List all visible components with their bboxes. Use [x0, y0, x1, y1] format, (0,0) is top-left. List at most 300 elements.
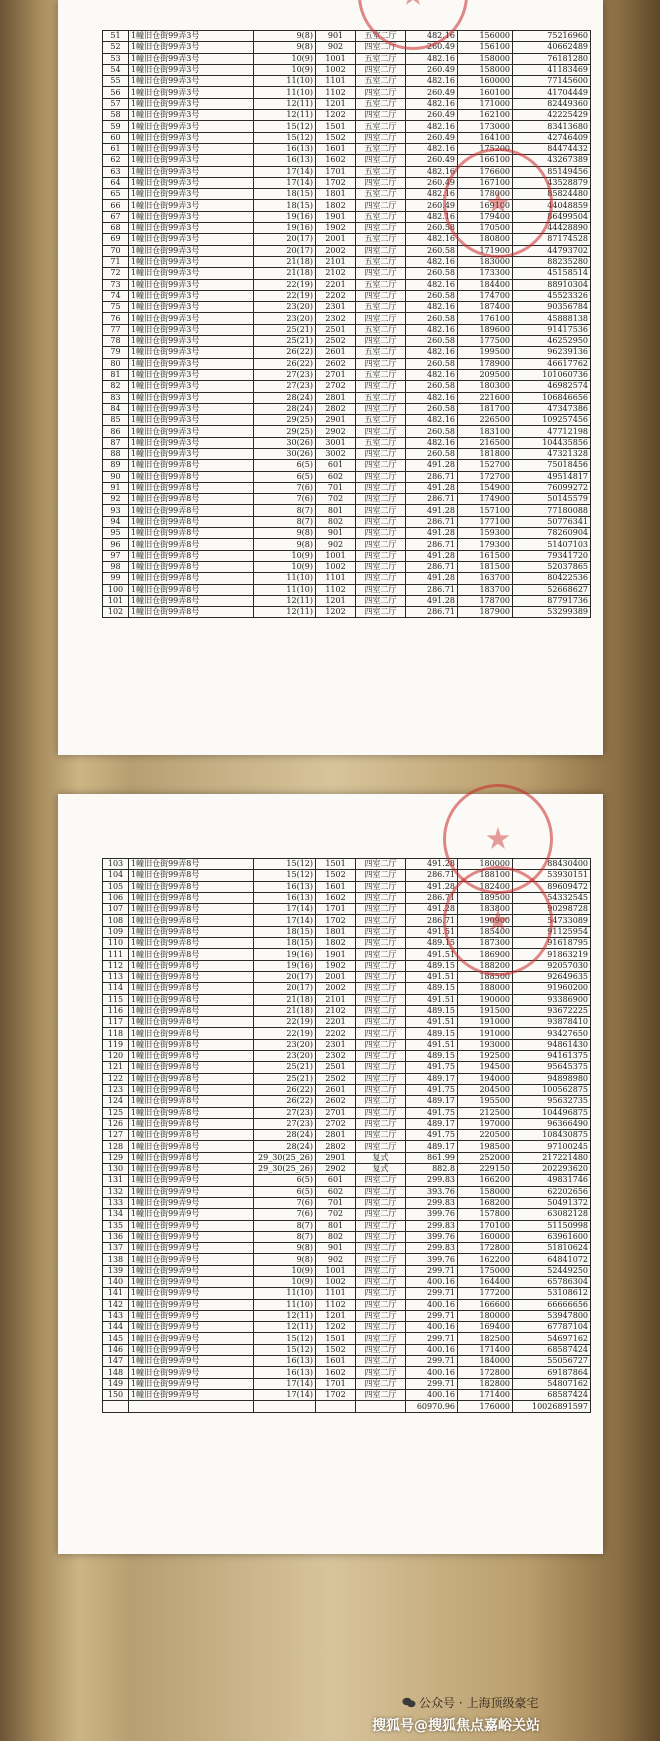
building-address-cell: 1幢旧仓街99弄3号	[129, 313, 254, 324]
total-price-cell: 96239136	[513, 347, 591, 358]
table-row	[103, 561, 591, 572]
building-address-cell: 1幢旧仓街99弄3号	[129, 403, 254, 414]
area-cell: 400.16	[406, 1367, 458, 1378]
row-number-cell: 117	[103, 1017, 129, 1028]
unit-price-cell: 194000	[458, 1073, 513, 1084]
unit-price-cell: 220500	[458, 1130, 513, 1141]
building-address-cell: 1幢旧仓街99弄9号	[129, 1333, 254, 1344]
row-number-cell: 61	[103, 143, 129, 154]
table-row	[103, 347, 591, 358]
area-cell: 260.49	[406, 42, 458, 53]
floor-cell: 6(5)	[254, 1186, 316, 1197]
floor-cell: 27(23)	[254, 1107, 316, 1118]
room-number-cell: 2802	[316, 403, 356, 414]
room-number-cell: 2702	[316, 381, 356, 392]
floor-cell: 10(9)	[254, 64, 316, 75]
floor-cell: 16(13)	[254, 1356, 316, 1367]
total-price-cell: 91618795	[513, 938, 591, 949]
floor-cell: 25(21)	[254, 324, 316, 335]
layout-cell: 四室二厅	[356, 949, 406, 960]
table-row	[103, 336, 591, 347]
floor-cell: 19(16)	[254, 949, 316, 960]
room-number-cell: 3002	[316, 448, 356, 459]
table-row	[103, 573, 591, 584]
row-number-cell: 111	[103, 949, 129, 960]
total-price-cell: 97100245	[513, 1141, 591, 1152]
layout-cell: 四室二厅	[356, 358, 406, 369]
floor-cell: 11(10)	[254, 573, 316, 584]
building-address-cell: 1幢旧仓街99弄8号	[129, 1062, 254, 1073]
empty-cell	[316, 1401, 356, 1413]
total-price-cell: 69187864	[513, 1367, 591, 1378]
total-price-cell: 51407103	[513, 539, 591, 550]
floor-cell: 26(22)	[254, 347, 316, 358]
unit-price-cell: 170100	[458, 1220, 513, 1231]
room-number-cell: 1901	[316, 211, 356, 222]
area-cell: 482.16	[406, 437, 458, 448]
layout-cell: 四室二厅	[356, 516, 406, 527]
building-address-cell: 1幢旧仓街99弄8号	[129, 994, 254, 1005]
building-address-cell: 1幢旧仓街99弄3号	[129, 381, 254, 392]
unit-price-cell: 182500	[458, 1333, 513, 1344]
layout-cell: 四室二厅	[356, 471, 406, 482]
room-number-cell: 1001	[316, 1265, 356, 1276]
row-number-cell: 88	[103, 448, 129, 459]
total-price-cell: 50145579	[513, 494, 591, 505]
unit-price-cell: 173000	[458, 121, 513, 132]
layout-cell: 四室二厅	[356, 505, 406, 516]
area-cell: 491.28	[406, 550, 458, 561]
floor-cell: 29_30(25_26)	[254, 1152, 316, 1163]
total-price-cell: 50491372	[513, 1197, 591, 1208]
room-number-cell: 601	[316, 460, 356, 471]
building-address-cell: 1幢旧仓街99弄8号	[129, 494, 254, 505]
building-address-cell: 1幢旧仓街99弄3号	[129, 155, 254, 166]
building-address-cell: 1幢旧仓街99弄8号	[129, 1005, 254, 1016]
layout-cell: 四室二厅	[356, 1220, 406, 1231]
room-number-cell: 1201	[316, 1310, 356, 1321]
row-number-cell: 130	[103, 1164, 129, 1175]
row-number-cell: 129	[103, 1152, 129, 1163]
building-address-cell: 1幢旧仓街99弄8号	[129, 573, 254, 584]
unit-price-cell: 178900	[458, 358, 513, 369]
table-row	[103, 1062, 591, 1073]
area-cell: 286.71	[406, 561, 458, 572]
row-number-cell: 149	[103, 1378, 129, 1389]
building-address-cell: 1幢旧仓街99弄3号	[129, 200, 254, 211]
floor-cell: 8(7)	[254, 1220, 316, 1231]
building-address-cell: 1幢旧仓街99弄8号	[129, 960, 254, 971]
unit-price-cell: 177500	[458, 336, 513, 347]
area-cell: 260.49	[406, 132, 458, 143]
building-address-cell: 1幢旧仓街99弄3号	[129, 31, 254, 42]
total-area-cell: 60970.96	[406, 1401, 458, 1413]
unit-price-cell: 177100	[458, 516, 513, 527]
room-number-cell: 1501	[316, 121, 356, 132]
unit-price-cell: 162200	[458, 1254, 513, 1265]
price-list-page-1	[58, 0, 603, 755]
building-address-cell: 1幢旧仓街99弄8号	[129, 1028, 254, 1039]
table-row	[103, 1378, 591, 1389]
table-row	[103, 1254, 591, 1265]
room-number-cell: 2001	[316, 234, 356, 245]
building-address-cell: 1幢旧仓街99弄3号	[129, 98, 254, 109]
area-cell: 299.71	[406, 1333, 458, 1344]
row-number-cell: 66	[103, 200, 129, 211]
layout-cell: 四室二厅	[356, 1344, 406, 1355]
row-number-cell: 52	[103, 42, 129, 53]
building-address-cell: 1幢旧仓街99弄8号	[129, 1096, 254, 1107]
total-price-cell: 46252950	[513, 336, 591, 347]
area-cell: 861.99	[406, 1152, 458, 1163]
floor-cell: 26(22)	[254, 1084, 316, 1095]
floor-cell: 16(13)	[254, 155, 316, 166]
total-price-cell: 44428890	[513, 223, 591, 234]
row-number-cell: 71	[103, 256, 129, 267]
row-number-cell: 98	[103, 561, 129, 572]
floor-cell: 19(16)	[254, 223, 316, 234]
floor-cell: 7(6)	[254, 1209, 316, 1220]
room-number-cell: 1202	[316, 607, 356, 618]
area-cell: 482.16	[406, 211, 458, 222]
area-cell: 489.15	[406, 1051, 458, 1062]
unit-price-cell: 186900	[458, 949, 513, 960]
building-address-cell: 1幢旧仓街99弄8号	[129, 915, 254, 926]
building-address-cell: 1幢旧仓街99弄8号	[129, 595, 254, 606]
layout-cell: 四室二厅	[356, 926, 406, 937]
room-number-cell: 2101	[316, 256, 356, 267]
floor-cell: 15(12)	[254, 1344, 316, 1355]
layout-cell: 四室二厅	[356, 381, 406, 392]
unit-price-cell: 169400	[458, 1322, 513, 1333]
layout-cell: 四室二厅	[356, 1288, 406, 1299]
total-price-cell: 93672225	[513, 1005, 591, 1016]
area-cell: 491.28	[406, 859, 458, 870]
room-number-cell: 1202	[316, 1322, 356, 1333]
row-number-cell: 136	[103, 1231, 129, 1242]
layout-cell: 四室二厅	[356, 1310, 406, 1321]
layout-cell: 四室二厅	[356, 1017, 406, 1028]
layout-cell: 四室二厅	[356, 1028, 406, 1039]
unit-price-cell: 172700	[458, 471, 513, 482]
row-number-cell: 85	[103, 415, 129, 426]
layout-cell: 四室二厅	[356, 110, 406, 121]
room-number-cell: 2502	[316, 1073, 356, 1084]
total-price-cell: 53930151	[513, 870, 591, 881]
room-number-cell: 1802	[316, 200, 356, 211]
floor-cell: 11(10)	[254, 76, 316, 87]
total-price-cell: 41183469	[513, 64, 591, 75]
floor-cell: 23(20)	[254, 302, 316, 313]
room-number-cell: 901	[316, 1243, 356, 1254]
layout-cell: 复式	[356, 1152, 406, 1163]
layout-cell: 四室二厅	[356, 1299, 406, 1310]
room-number-cell: 1601	[316, 1356, 356, 1367]
room-number-cell: 1702	[316, 1389, 356, 1400]
total-price-cell: 82449360	[513, 98, 591, 109]
area-cell: 491.51	[406, 971, 458, 982]
room-number-cell: 2001	[316, 971, 356, 982]
area-cell: 299.83	[406, 1220, 458, 1231]
row-number-cell: 150	[103, 1389, 129, 1400]
layout-cell: 五室二厅	[356, 279, 406, 290]
area-cell: 491.51	[406, 926, 458, 937]
room-number-cell: 1502	[316, 1344, 356, 1355]
building-address-cell: 1幢旧仓街99弄8号	[129, 983, 254, 994]
building-address-cell: 1幢旧仓街99弄9号	[129, 1265, 254, 1276]
row-number-cell: 65	[103, 189, 129, 200]
total-price-cell: 90356784	[513, 302, 591, 313]
floor-cell: 17(14)	[254, 1378, 316, 1389]
area-cell: 260.49	[406, 87, 458, 98]
total-price-cell: 91417536	[513, 324, 591, 335]
area-cell: 489.17	[406, 1141, 458, 1152]
total-price-cell: 94161375	[513, 1051, 591, 1062]
building-address-cell: 1幢旧仓街99弄3号	[129, 426, 254, 437]
room-number-cell: 2601	[316, 1084, 356, 1095]
floor-cell: 28(24)	[254, 392, 316, 403]
unit-price-cell: 190000	[458, 994, 513, 1005]
table-row	[103, 607, 591, 618]
layout-cell: 四室二厅	[356, 1062, 406, 1073]
table-row	[103, 437, 591, 448]
total-price-cell: 92649635	[513, 971, 591, 982]
unit-price-cell: 183100	[458, 426, 513, 437]
building-address-cell: 1幢旧仓街99弄9号	[129, 1254, 254, 1265]
table-row	[103, 403, 591, 414]
unit-price-cell: 157800	[458, 1209, 513, 1220]
floor-cell: 10(9)	[254, 561, 316, 572]
table-row	[103, 1220, 591, 1231]
total-price-cell: 77180088	[513, 505, 591, 516]
unit-price-cell: 178000	[458, 189, 513, 200]
unit-price-cell: 191000	[458, 1017, 513, 1028]
area-cell: 260.58	[406, 426, 458, 437]
area-cell: 260.49	[406, 177, 458, 188]
table-row	[103, 53, 591, 64]
layout-cell: 复式	[356, 1164, 406, 1175]
total-price-cell: 40662489	[513, 42, 591, 53]
room-number-cell: 2301	[316, 302, 356, 313]
total-price-cell: 86499504	[513, 211, 591, 222]
room-number-cell: 1502	[316, 870, 356, 881]
building-address-cell: 1幢旧仓街99弄9号	[129, 1356, 254, 1367]
area-cell: 260.58	[406, 336, 458, 347]
row-number-cell: 101	[103, 595, 129, 606]
row-number-cell: 102	[103, 607, 129, 618]
table-row	[103, 1051, 591, 1062]
total-price-cell: 76099272	[513, 482, 591, 493]
unit-price-cell: 166200	[458, 1175, 513, 1186]
total-price-cell: 104435856	[513, 437, 591, 448]
building-address-cell: 1幢旧仓街99弄8号	[129, 1073, 254, 1084]
row-number-cell: 56	[103, 87, 129, 98]
unit-price-cell: 164100	[458, 132, 513, 143]
area-cell: 299.71	[406, 1310, 458, 1321]
building-address-cell: 1幢旧仓街99弄9号	[129, 1389, 254, 1400]
building-address-cell: 1幢旧仓街99弄9号	[129, 1288, 254, 1299]
row-number-cell: 84	[103, 403, 129, 414]
floor-cell: 12(11)	[254, 1310, 316, 1321]
floor-cell: 12(11)	[254, 595, 316, 606]
row-number-cell: 59	[103, 121, 129, 132]
unit-price-cell: 162100	[458, 110, 513, 121]
red-seal-stamp	[443, 866, 553, 976]
table-row	[103, 516, 591, 527]
unit-price-cell: 188100	[458, 870, 513, 881]
floor-cell: 29(25)	[254, 426, 316, 437]
floor-cell: 11(10)	[254, 1288, 316, 1299]
unit-price-cell: 182800	[458, 1378, 513, 1389]
table-row	[103, 994, 591, 1005]
room-number-cell: 2201	[316, 279, 356, 290]
layout-cell: 四室二厅	[356, 290, 406, 301]
row-number-cell: 127	[103, 1130, 129, 1141]
room-number-cell: 601	[316, 1175, 356, 1186]
layout-cell: 四室二厅	[356, 573, 406, 584]
table-row	[103, 121, 591, 132]
area-cell: 260.49	[406, 200, 458, 211]
floor-cell: 18(15)	[254, 926, 316, 937]
total-price-cell: 75018456	[513, 460, 591, 471]
layout-cell: 五室二厅	[356, 31, 406, 42]
area-cell: 260.49	[406, 110, 458, 121]
unit-price-cell: 171400	[458, 1344, 513, 1355]
unit-price-cell: 171400	[458, 1389, 513, 1400]
layout-cell: 四室二厅	[356, 313, 406, 324]
building-address-cell: 1幢旧仓街99弄3号	[129, 347, 254, 358]
layout-cell: 四室二厅	[356, 1118, 406, 1129]
area-cell: 286.71	[406, 584, 458, 595]
total-price-cell: 47347386	[513, 403, 591, 414]
area-cell: 400.16	[406, 1389, 458, 1400]
room-number-cell: 2801	[316, 1130, 356, 1141]
floor-cell: 25(21)	[254, 1073, 316, 1084]
room-number-cell: 1701	[316, 166, 356, 177]
total-price-cell: 54332545	[513, 892, 591, 903]
table-row	[103, 1322, 591, 1333]
floor-cell: 20(17)	[254, 245, 316, 256]
table-row	[103, 76, 591, 87]
total-price-cell: 52037865	[513, 561, 591, 572]
table-row	[103, 64, 591, 75]
total-price-cell: 45523326	[513, 290, 591, 301]
layout-cell: 四室二厅	[356, 200, 406, 211]
floor-cell: 12(11)	[254, 110, 316, 121]
layout-cell: 四室二厅	[356, 938, 406, 949]
area-cell: 400.16	[406, 1299, 458, 1310]
unit-price-cell: 179300	[458, 539, 513, 550]
table-row	[103, 256, 591, 267]
unit-price-cell: 181800	[458, 448, 513, 459]
layout-cell: 五室二厅	[356, 211, 406, 222]
room-number-cell: 1501	[316, 859, 356, 870]
total-price-cell: 54807162	[513, 1378, 591, 1389]
row-number-cell: 75	[103, 302, 129, 313]
layout-cell: 四室二厅	[356, 870, 406, 881]
building-address-cell: 1幢旧仓街99弄3号	[129, 177, 254, 188]
unit-price-cell: 152700	[458, 460, 513, 471]
room-number-cell: 1602	[316, 892, 356, 903]
floor-cell: 23(20)	[254, 1039, 316, 1050]
row-number-cell: 94	[103, 516, 129, 527]
area-cell: 260.58	[406, 358, 458, 369]
area-cell: 400.16	[406, 1322, 458, 1333]
unit-price-cell: 188500	[458, 971, 513, 982]
building-address-cell: 1幢旧仓街99弄3号	[129, 256, 254, 267]
row-number-cell: 92	[103, 494, 129, 505]
row-number-cell: 133	[103, 1197, 129, 1208]
area-cell: 491.28	[406, 505, 458, 516]
unit-price-cell: 189500	[458, 892, 513, 903]
room-number-cell: 2302	[316, 1051, 356, 1062]
row-number-cell: 79	[103, 347, 129, 358]
floor-cell: 21(18)	[254, 994, 316, 1005]
building-address-cell: 1幢旧仓街99弄3号	[129, 166, 254, 177]
area-cell: 286.71	[406, 892, 458, 903]
floor-cell: 15(12)	[254, 859, 316, 870]
floor-cell: 18(15)	[254, 189, 316, 200]
building-address-cell: 1幢旧仓街99弄8号	[129, 1118, 254, 1129]
room-number-cell: 2602	[316, 358, 356, 369]
room-number-cell: 1102	[316, 1299, 356, 1310]
area-cell: 260.58	[406, 381, 458, 392]
layout-cell: 四室二厅	[356, 607, 406, 618]
row-number-cell: 55	[103, 76, 129, 87]
room-number-cell: 2301	[316, 1039, 356, 1050]
building-address-cell: 1幢旧仓街99弄8号	[129, 539, 254, 550]
layout-cell: 四室二厅	[356, 1356, 406, 1367]
total-price-cell: 88235280	[513, 256, 591, 267]
layout-cell: 四室二厅	[356, 550, 406, 561]
total-price-cell: 80422536	[513, 573, 591, 584]
table-row	[103, 1084, 591, 1095]
building-address-cell: 1幢旧仓街99弄8号	[129, 892, 254, 903]
row-number-cell: 54	[103, 64, 129, 75]
area-cell: 286.71	[406, 607, 458, 618]
row-number-cell: 128	[103, 1141, 129, 1152]
room-number-cell: 1101	[316, 76, 356, 87]
unit-price-cell: 191000	[458, 1028, 513, 1039]
total-price-cell: 51810624	[513, 1243, 591, 1254]
table-row	[103, 279, 591, 290]
unit-price-cell: 158000	[458, 53, 513, 64]
area-cell: 482.16	[406, 166, 458, 177]
total-price-cell: 50776341	[513, 516, 591, 527]
total-price-cell: 91125954	[513, 926, 591, 937]
floor-cell: 8(7)	[254, 505, 316, 516]
row-number-cell: 99	[103, 573, 129, 584]
unit-price-cell: 190900	[458, 915, 513, 926]
floor-cell: 10(9)	[254, 550, 316, 561]
row-number-cell: 93	[103, 505, 129, 516]
unit-price-cell: 160000	[458, 1231, 513, 1242]
table-row	[103, 1039, 591, 1050]
table-row	[103, 302, 591, 313]
row-number-cell: 126	[103, 1118, 129, 1129]
building-address-cell: 1幢旧仓街99弄8号	[129, 482, 254, 493]
area-cell: 482.16	[406, 324, 458, 335]
layout-cell: 四室二厅	[356, 904, 406, 915]
total-price-cell: 68587424	[513, 1389, 591, 1400]
layout-cell: 四室二厅	[356, 881, 406, 892]
layout-cell: 四室二厅	[356, 971, 406, 982]
area-cell: 491.51	[406, 1039, 458, 1050]
table-row	[103, 1164, 591, 1175]
layout-cell: 四室二厅	[356, 915, 406, 926]
total-price-cell: 65786304	[513, 1276, 591, 1287]
wechat-icon	[402, 1697, 416, 1708]
